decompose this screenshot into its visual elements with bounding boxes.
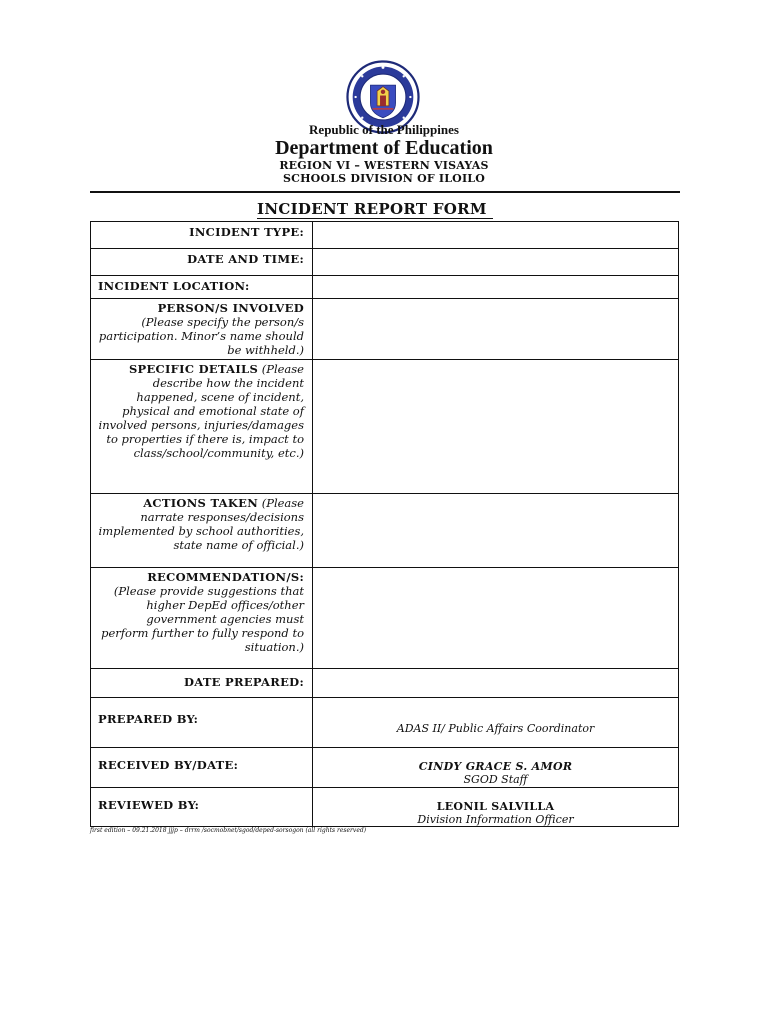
persons-hint: (Please specify the person/s participation. Minor’s name should be withheld.) [98, 315, 304, 357]
location-label: INCIDENT LOCATION: [91, 276, 313, 299]
prepared-by-cell[interactable] [313, 698, 679, 748]
details-label-cell [91, 360, 313, 494]
republic-heading: Republic of the Philippines [309, 122, 459, 137]
persons-field[interactable] [313, 299, 679, 360]
received-by-cell[interactable] [313, 748, 679, 788]
row-details [91, 360, 679, 494]
row-date-time [91, 249, 679, 276]
recommendation-label: RECOMMENDATION/S: [147, 570, 304, 584]
region-heading: REGION VI – WESTERN VISAYAS [279, 159, 489, 172]
incident-report-table [90, 221, 679, 827]
details-field[interactable] [313, 360, 679, 494]
date-prepared-label: DATE PREPARED: [91, 669, 313, 698]
received-by-name: CINDY GRACE S. AMOR [418, 760, 573, 773]
received-by-role: SGOD Staff [463, 773, 528, 786]
row-date-prepared [91, 669, 679, 698]
reviewed-by-label: REVIEWED BY: [91, 788, 313, 827]
recommendation-hint: (Please provide suggestions that higher DepEd offices/other government agencies must perform further to fully respond to situation.) [101, 584, 304, 654]
details-label: SPECIFIC DETAILS [128, 362, 259, 376]
header-divider [90, 191, 680, 193]
actions-label: ACTIONS TAKEN [143, 496, 259, 510]
date-time-field[interactable] [313, 249, 679, 276]
persons-label: PERSON/S INVOLVED [157, 301, 304, 315]
incident-type-label: INCIDENT TYPE: [91, 222, 313, 249]
row-actions [91, 494, 679, 568]
recommendation-field[interactable] [313, 568, 679, 669]
received-by-label: RECEIVED BY/DATE: [91, 748, 313, 788]
row-reviewed-by [91, 788, 679, 827]
actions-hint: (Please narrate responses/decisions implemented by school authorities, state name of official.) [98, 496, 304, 552]
prepared-by-label: PREPARED BY: [91, 698, 313, 748]
footer-note: first edition – 09.21.2018 jjjp – drrm /socmobnet/sgod/deped-sorsogon (all rights reserved) [90, 827, 367, 834]
form-title: INCIDENT REPORT FORM [257, 200, 493, 219]
row-received-by [91, 748, 679, 788]
prepared-by-role: ADAS II/ Public Affairs Coordinator [396, 722, 595, 735]
reviewed-by-cell[interactable] [313, 788, 679, 827]
actions-field[interactable] [313, 494, 679, 568]
department-heading: Department of Education [275, 137, 493, 159]
incident-type-field[interactable] [313, 222, 679, 249]
date-prepared-field[interactable] [313, 669, 679, 698]
row-persons [91, 299, 679, 360]
reviewed-by-name: LEONIL SALVILLA [436, 800, 555, 813]
persons-label-cell [91, 299, 313, 360]
row-location [91, 276, 679, 299]
division-heading: SCHOOLS DIVISION OF ILOILO [282, 172, 486, 185]
recommendation-label-cell [91, 568, 313, 669]
date-time-label: DATE AND TIME: [91, 249, 313, 276]
row-prepared-by [91, 698, 679, 748]
details-hint: (Please describe how the incident happened, scene of incident, physical and emotional state of involved persons, injuries/damages to properties if there is, impact to class/school/community, etc.) [98, 362, 304, 460]
location-field[interactable] [313, 276, 679, 299]
actions-label-cell [91, 494, 313, 568]
row-incident-type [91, 222, 679, 249]
reviewed-by-role: Division Information Officer [417, 813, 574, 826]
row-recommendation [91, 568, 679, 669]
